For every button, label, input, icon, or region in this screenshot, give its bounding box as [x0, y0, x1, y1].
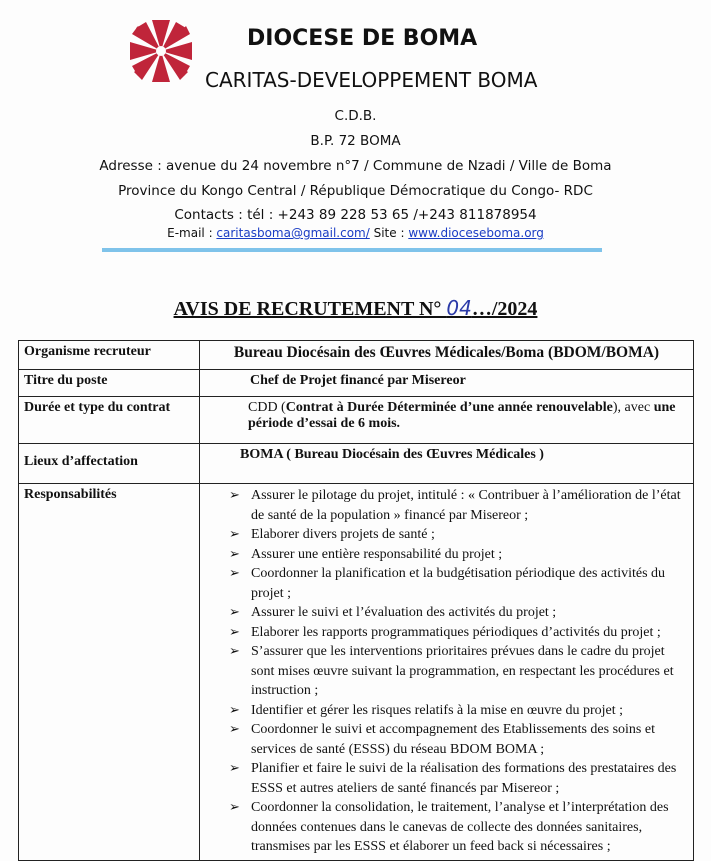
caritas-logo-icon	[128, 18, 194, 84]
arrow-bullet-icon: ➢	[229, 488, 240, 503]
table-row-responsibilities	[19, 484, 694, 861]
table-row	[19, 370, 694, 397]
list-item-text: S’assurer que les interventions prioritaires prévues dans le cadre du projet sont mises œuvre suivant la programmation, en respectant les procédures et instruction ;	[251, 644, 674, 698]
responsibilities-list	[205, 486, 688, 857]
arrow-bullet-icon: ➢	[229, 566, 240, 581]
list-item-text: Identifier et gérer les risques relatifs à la mise en œuvre du projet ;	[251, 702, 624, 718]
list-item-text: Coordonner la planification et la budgétisation périodique des activités du projet ;	[251, 566, 666, 601]
row-value: Bureau Diocésain des Œuvres Médicales/Boma (BDOM/BOMA)	[200, 341, 694, 370]
email-label: E-mail :	[167, 226, 217, 240]
list-item-text: Coordonner la consolidation, le traitement, l’analyse et l’interprétation des données contenues dans le canevas de collecte des données sanitaires, transmises par les ESSS et élaborer un feed back si nécessaires ;	[251, 800, 669, 854]
row-label: Titre du poste	[19, 370, 200, 397]
row-value: Chef de Projet financé par Misereor	[200, 370, 694, 397]
list-item	[229, 603, 688, 623]
notice-number: 04	[446, 296, 472, 320]
row-label: Organisme recruteur	[19, 341, 200, 370]
po-box: B.P. 72 BOMA	[310, 133, 401, 149]
arrow-bullet-icon: ➢	[229, 722, 240, 737]
list-item-text: Elaborer les rapports programmatiques périodiques d’activités du projet ;	[251, 624, 661, 640]
org-abbr: C.D.B.	[334, 108, 377, 124]
contacts: Contacts : tél : +243 89 228 53 65 /+243 811878954	[174, 207, 537, 223]
arrow-bullet-icon: ➢	[229, 800, 240, 815]
list-item	[229, 525, 688, 545]
arrow-bullet-icon: ➢	[229, 624, 240, 640]
arrow-bullet-icon: ➢	[229, 761, 240, 776]
table-row	[19, 341, 694, 370]
list-item-text: Assurer une entière responsabilité du projet ;	[251, 546, 503, 562]
site-link[interactable]: www.dioceseboma.org	[408, 226, 544, 240]
table-row	[19, 444, 694, 484]
list-item-text: Planifier et faire le suivi de la réalisation des formations des prestataires des ESSS et autres ateliers de santé financés par Misereor ;	[251, 761, 677, 796]
site-label: Site :	[369, 226, 409, 240]
row-value: CDD (Contrat à Durée Déterminée d’une année renouvelable), avec une période d’essai de 6 mois.	[200, 397, 694, 444]
row-label: Responsabilités	[19, 484, 200, 861]
province: Province du Kongo Central / République Démocratique du Congo- RDC	[118, 183, 593, 199]
list-item	[229, 701, 688, 721]
row-label: Lieux d’affectation	[19, 444, 200, 484]
list-item	[229, 545, 688, 565]
email-link[interactable]: caritasboma@gmail.com/	[216, 226, 370, 240]
arrow-bullet-icon: ➢	[229, 605, 240, 620]
arrow-bullet-icon: ➢	[229, 546, 240, 562]
list-item-text: Assurer le pilotage du projet, intitulé : « Contribuer à l’amélioration de l’état de santé de la population » financé par Misereor ;	[251, 488, 681, 523]
email-site	[0, 226, 711, 240]
arrow-bullet-icon: ➢	[229, 702, 240, 718]
notice-title	[0, 296, 711, 321]
arrow-bullet-icon: ➢	[229, 644, 240, 659]
row-value: BOMA ( Bureau Diocésain des Œuvres Médicales )	[200, 444, 694, 484]
list-item-text: Coordonner le suivi et accompagnement des Etablissements des soins et services de santé (ESSS) du réseau BDOM BOMA ;	[251, 722, 655, 757]
list-item	[229, 486, 688, 525]
arrow-bullet-icon: ➢	[229, 527, 240, 542]
header-divider	[102, 248, 602, 252]
recruitment-table	[18, 340, 694, 861]
notice-prefix: AVIS DE RECRUTEMENT N°	[173, 298, 447, 320]
list-item-text: Assurer le suivi et l’évaluation des activités du projet ;	[251, 605, 557, 620]
list-item-text: Elaborer divers projets de santé ;	[251, 527, 435, 542]
list-item	[229, 720, 688, 759]
address: Adresse : avenue du 24 novembre n°7 / Commune de Nzadi / Ville de Boma	[99, 158, 612, 174]
responsibilities-cell	[200, 484, 694, 861]
list-item	[229, 564, 688, 603]
notice-suffix: …/2024	[471, 298, 538, 320]
row-label: Durée et type du contrat	[19, 397, 200, 444]
list-item	[229, 798, 688, 857]
table-row	[19, 397, 694, 444]
list-item	[229, 759, 688, 798]
list-item	[229, 623, 688, 643]
list-item	[229, 642, 688, 701]
